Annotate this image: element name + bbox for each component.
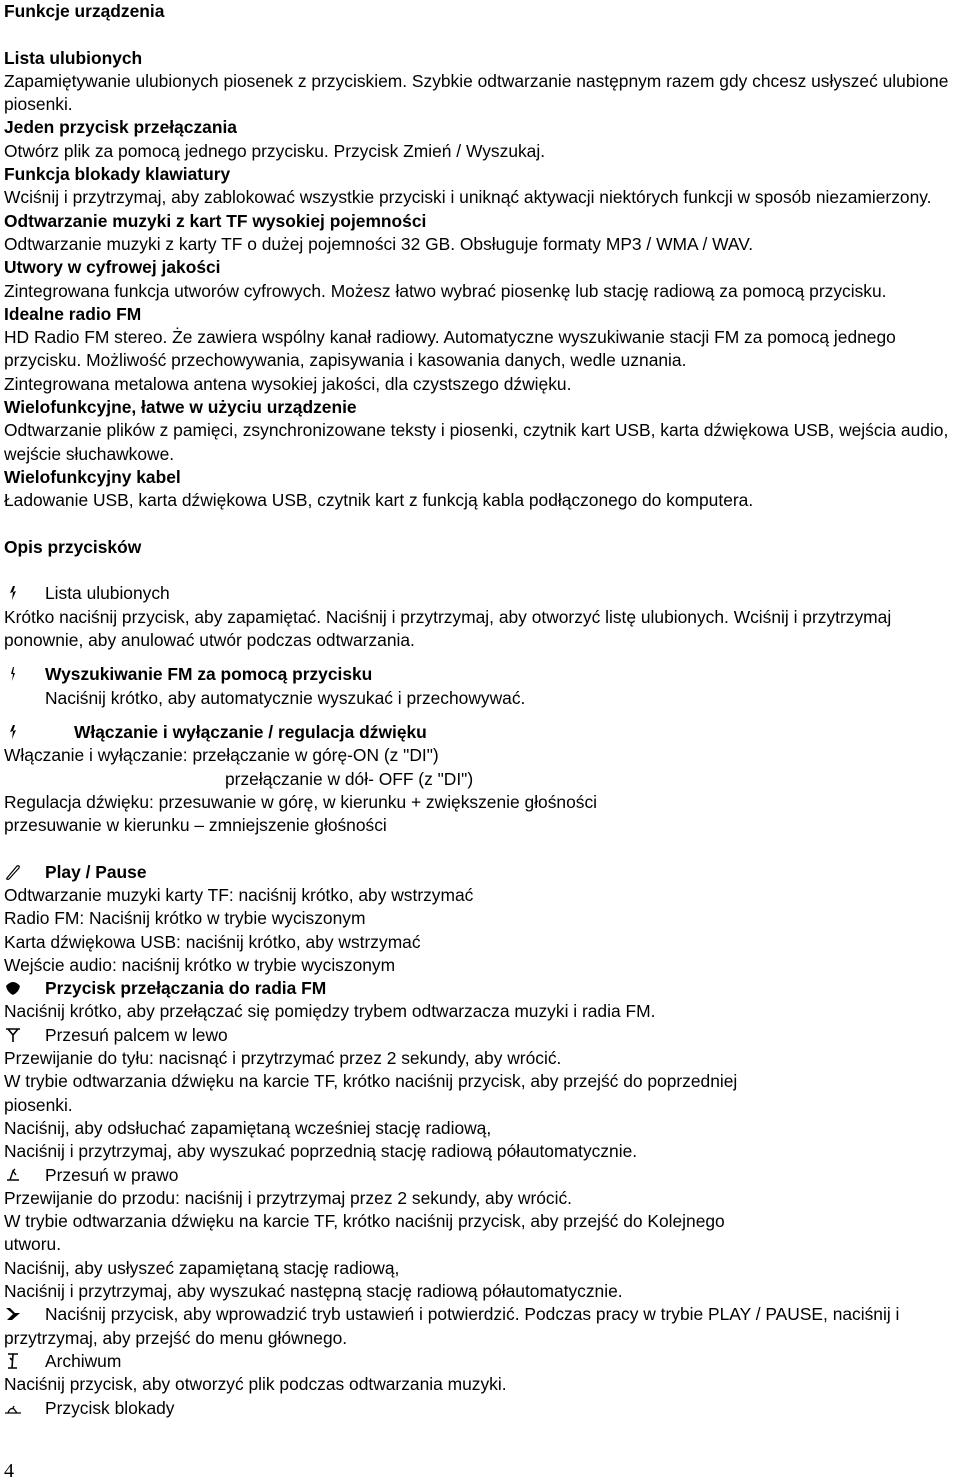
play-pause-icon xyxy=(4,863,22,881)
button-text: W trybie odtwarzania dźwięku na karcie TF, krótko naciśnij przycisk, aby przejść do Kolejnego utworu. xyxy=(4,1211,725,1255)
feature-text: Ładowanie USB, karta dźwiękowa USB, czytnik kart z funkcją kabla podłączonego do komputera. xyxy=(4,490,754,511)
settings-icon xyxy=(4,1305,22,1323)
feature-heading: Idealne radio FM xyxy=(4,303,142,324)
feature-heading: Wielofunkcyjny kabel xyxy=(4,466,181,487)
feature-heading: Utwory w cyfrowej jakości xyxy=(4,257,221,278)
page-number: 4 xyxy=(4,1460,14,1482)
button-text: Przewijanie do przodu: naciśnij i przytrzymaj przez 2 sekundy, aby wrócić. xyxy=(4,1187,572,1208)
button-item xyxy=(4,721,956,744)
section-title: Opis przycisków xyxy=(4,536,142,557)
favorite-icon xyxy=(4,584,22,602)
button-text: Karta dźwiękowa USB: naciśnij krótko, aby wstrzymać xyxy=(4,931,421,952)
button-item xyxy=(4,582,956,605)
feature-heading: Odtwarzanie muzyki z kart TF wysokiej pojemności xyxy=(4,210,427,231)
fm-switch-icon xyxy=(4,979,22,997)
button-text: W trybie odtwarzania dźwięku na karcie TF, krótko naciśnij przycisk, aby przejść do poprzedniej piosenki. xyxy=(4,1071,738,1115)
button-item xyxy=(4,977,956,1000)
button-label: Włączanie i wyłączanie / regulacja dźwięku xyxy=(74,721,427,742)
button-label: Archiwum xyxy=(45,1350,122,1371)
swipe-left-icon xyxy=(4,1026,22,1044)
button-item xyxy=(4,1350,956,1373)
button-label: Przycisk przełączania do radia FM xyxy=(45,978,327,999)
button-text: Naciśnij przycisk, aby otworzyć plik podczas odtwarzania muzyki. xyxy=(4,1374,507,1395)
page-title: Funkcje urządzenia xyxy=(4,1,165,21)
feature-text: Odtwarzanie muzyki z karty TF o dużej pojemności 32 GB. Obsługuje formaty MP3 / WMA / WAV. xyxy=(4,233,754,254)
feature-text: Zintegrowana funkcja utworów cyfrowych. Możesz łatwo wybrać piosenkę lub stację radiową za pomocą przycisku. xyxy=(4,280,887,301)
button-label: Wyszukiwanie FM za pomocą przycisku xyxy=(45,664,373,685)
feature-text: Odtwarzanie plików z pamięci, zsynchronizowane teksty i piosenki, czytnik kart USB, karta dźwiękowa USB, wejścia audio, wejście słuchawkowe. xyxy=(4,420,949,464)
button-item xyxy=(4,1397,956,1420)
button-text: przełączanie w dół- OFF (z "DI") xyxy=(225,768,474,789)
feature-heading: Wielofunkcyjne, łatwe w użyciu urządzenie xyxy=(4,397,357,418)
button-text: Naciśnij, aby odsłuchać zapamiętaną wcześniej stację radiową, xyxy=(4,1117,492,1138)
button-text: Naciśnij i przytrzymaj, aby wyszukać następną stację radiową półautomatycznie. xyxy=(4,1281,623,1302)
button-item xyxy=(4,1164,956,1187)
button-text: Przewijanie do tyłu: nacisnąć i przytrzymać przez 2 sekundy, aby wrócić. xyxy=(4,1048,562,1069)
feature-text: Zintegrowana metalowa antena wysokiej jakości, dla czystszego dźwięku. xyxy=(4,373,572,394)
feature-heading: Jeden przycisk przełączania xyxy=(4,117,237,138)
button-item xyxy=(4,861,956,884)
feature-text: Zapamiętywanie ulubionych piosenek z przyciskiem. Szybkie odtwarzanie następnym razem gdy chcesz usłyszeć ulubione piosenki. xyxy=(4,70,949,115)
swipe-right-icon xyxy=(4,1166,22,1184)
power-volume-icon xyxy=(4,723,22,741)
feature-text: Otwórz plik za pomocą jednego przycisku. Przycisk Zmień / Wyszukaj. xyxy=(4,140,546,161)
feature-heading: Funkcja blokady klawiatury xyxy=(4,164,231,185)
fm-search-icon xyxy=(4,665,22,683)
button-text: Naciśnij krótko, aby przełączać się pomiędzy trybem odtwarzacza muzyki i radia FM. xyxy=(4,1001,656,1022)
button-text: Naciśnij przycisk, aby wprowadzić tryb ustawień i potwierdzić. Podczas pracy w trybie PLAY / PAUSE, naciśnij i przytrzymaj, aby przejść do menu głównego. xyxy=(4,1304,900,1348)
document-page xyxy=(4,0,956,1420)
feature-heading: Lista ulubionych xyxy=(4,47,143,68)
button-text: Odtwarzanie muzyki karty TF: naciśnij krótko, aby wstrzymać xyxy=(4,884,474,905)
button-text: przesuwanie w kierunku – zmniejszenie głośności xyxy=(4,815,387,836)
feature-text: Wciśnij i przytrzymaj, aby zablokować wszystkie przyciski i uniknąć aktywacji niektórych funkcji w sposób niezamierzony. xyxy=(4,187,932,208)
button-text: Krótko naciśnij przycisk, aby zapamiętać. Naciśnij i przytrzymaj, aby otworzyć listę ulubionych. Wciśnij i przytrzymaj ponownie, aby anulować utwór podczas odtwarzania. xyxy=(4,606,892,651)
button-item xyxy=(4,1024,956,1047)
button-text: Włączanie i wyłączanie: przełączanie w górę-ON (z "DI") xyxy=(4,745,439,766)
lock-icon xyxy=(4,1399,22,1417)
button-label: Przycisk blokady xyxy=(45,1397,175,1418)
button-label: Lista ulubionych xyxy=(45,583,170,604)
button-text: Regulacja dźwięku: przesuwanie w górę, w kierunku + zwiększenie głośności xyxy=(4,791,598,812)
button-text: Radio FM: Naciśnij krótko w trybie wyciszonym xyxy=(4,908,366,929)
button-text: Wejście audio: naciśnij krótko w trybie wyciszonym xyxy=(4,954,396,975)
feature-text: HD Radio FM stereo. Że zawiera wspólny kanał radiowy. Automatyczne wyszukiwanie stacji FM za pomocą jednego przycisku. Możliwość przechowywania, zapisywania i kasowania danych, wedle uznania. xyxy=(4,327,896,371)
button-text: Naciśnij i przytrzymaj, aby wyszukać poprzednią stację radiową półautomatycznie. xyxy=(4,1141,638,1162)
button-text: Naciśnij, aby usłyszeć zapamiętaną stację radiową, xyxy=(4,1257,400,1278)
button-text: Naciśnij krótko, aby automatycznie wyszukać i przechowywać. xyxy=(45,687,526,708)
button-label: Play / Pause xyxy=(45,861,147,882)
button-item xyxy=(4,1303,956,1350)
button-item xyxy=(4,663,956,686)
button-label: Przesuń palcem w lewo xyxy=(45,1024,228,1045)
archive-icon xyxy=(4,1352,22,1370)
button-label: Przesuń w prawo xyxy=(45,1164,179,1185)
